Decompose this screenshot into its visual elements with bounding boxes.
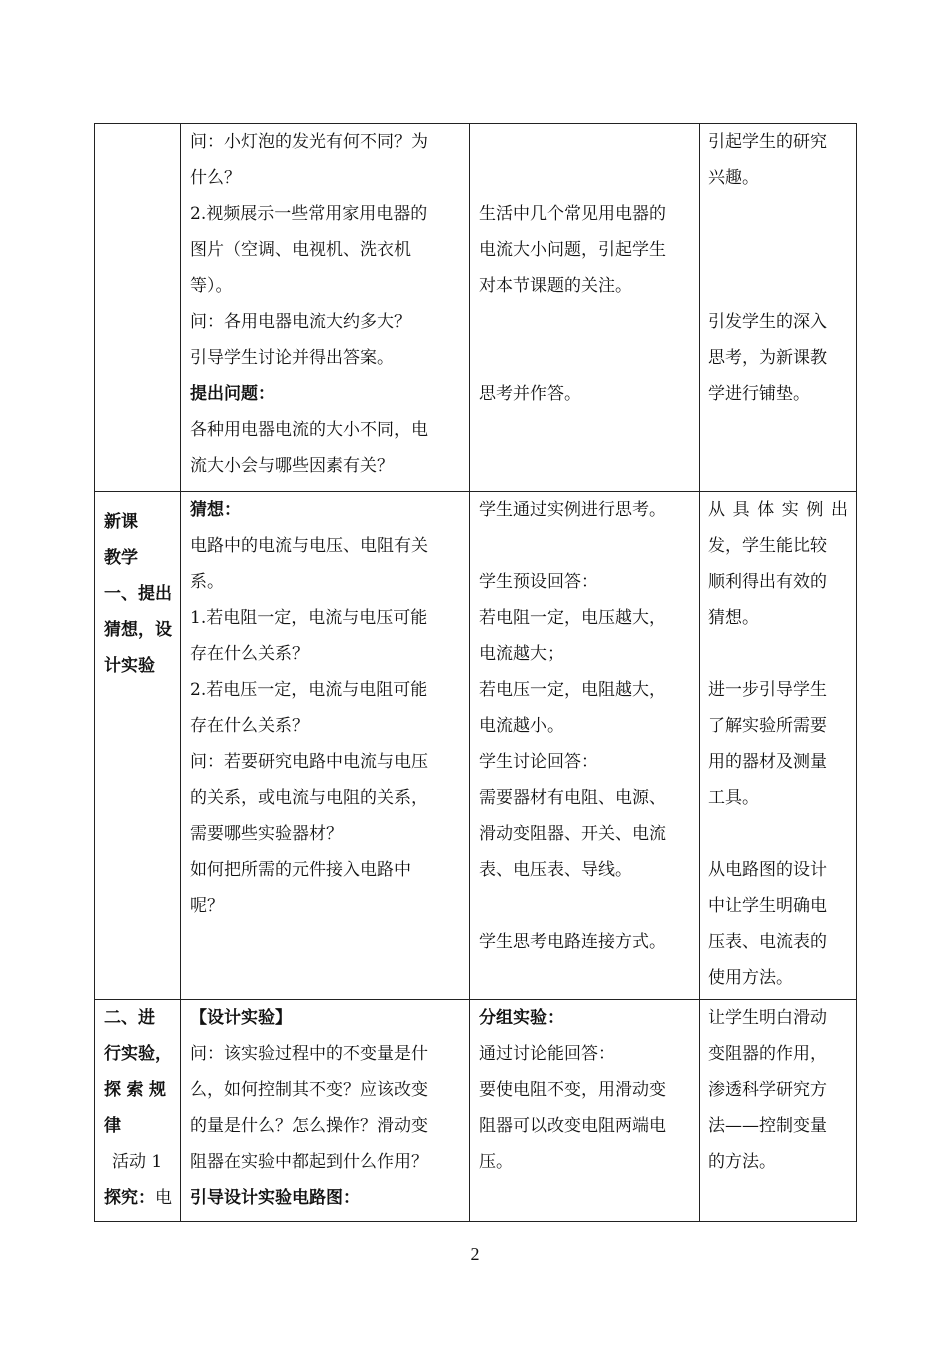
text-line: 要使电阻不变，用滑动变 [479, 1080, 666, 1100]
section-heading: 【设计实验】 [190, 1008, 292, 1028]
text-line: 法——控制变量 [708, 1116, 827, 1136]
text-line: 引发学生的深入 [708, 312, 827, 332]
text-line: 若电阻一定，电压越大， [479, 608, 666, 628]
text-line: 2.视频展示一些常用家用电器的 [190, 204, 428, 224]
text-line: 进一步引导学生 [708, 680, 827, 700]
text-line: 用的器材及测量 [708, 752, 827, 772]
stage-label-bold: 探究： [104, 1188, 155, 1208]
stage-label: 探索规 [104, 1080, 166, 1100]
student-activity-cell [470, 492, 700, 1000]
section-heading: 分组实验： [479, 1008, 564, 1028]
activity-label: 活动 1 [112, 1152, 163, 1172]
design-intent-cell [700, 492, 857, 1000]
stage-label: 二、进 [104, 1008, 155, 1028]
table-row [95, 492, 857, 1000]
design-intent-cell [700, 124, 857, 492]
text-line: 呢？ [190, 896, 224, 916]
text-line: 电流大小问题，引起学生 [479, 240, 666, 260]
text-line: 存在什么关系？ [190, 716, 309, 736]
text-line: 等）。 [190, 276, 233, 296]
text-line: 学生通过实例进行思考。 [479, 500, 666, 520]
section-heading: 猜想： [190, 500, 241, 520]
text-line: 思考，为新课教 [708, 348, 827, 368]
text-line: 学生思考电路连接方式。 [479, 932, 666, 952]
text-line: 渗透科学研究方 [708, 1080, 827, 1100]
page-number: 2 [470, 1244, 480, 1264]
text-line: 如何把所需的元件接入电路中 [190, 860, 411, 880]
text-line: 引导学生讨论并得出答案。 [190, 348, 394, 368]
text-line: 的量是什么？怎么操作？滑动变 [190, 1116, 428, 1136]
text-line: 引起学生的研究 [708, 132, 827, 152]
text-line: 若电压一定，电阻越大， [479, 680, 666, 700]
text-line: 压。 [479, 1152, 513, 1172]
text-line: 对本节课题的关注。 [479, 276, 632, 296]
text-line: 2.若电压一定，电流与电阻可能 [190, 680, 428, 700]
text-line: 学生讨论回答： [479, 752, 598, 772]
text-line: 问：若要研究电路中电流与电压 [190, 752, 428, 772]
text-line: 流大小会与哪些因素有关？ [190, 456, 394, 476]
stage-cell [95, 124, 181, 492]
teacher-activity-cell [181, 1000, 470, 1222]
table-row [95, 124, 857, 492]
stage-label: 行实验， [104, 1044, 172, 1064]
stage-label: 计实验 [104, 656, 155, 676]
text-line: 中让学生明确电 [708, 896, 827, 916]
stage-label-normal: 电 [155, 1188, 172, 1208]
stage-label: 一、提出 [104, 584, 172, 604]
text-line: 顺利得出有效的 [708, 572, 827, 592]
text-line: 学生预设回答： [479, 572, 598, 592]
text-line: 从具体实例出 [708, 500, 848, 520]
table-row [95, 1000, 857, 1222]
stage-label: 律 [104, 1116, 121, 1136]
text-line: 问：该实验过程中的不变量是什 [190, 1044, 428, 1064]
text-line: 发，学生能比较 [708, 536, 827, 556]
text-line: 表、电压表、导线。 [479, 860, 632, 880]
text-line: 压表、电流表的 [708, 932, 827, 952]
text-line: 猜想。 [708, 608, 759, 628]
text-line: 阻器在实验中都起到什么作用？ [190, 1152, 428, 1172]
lesson-plan-table [94, 123, 857, 1222]
student-activity-cell [470, 124, 700, 492]
text-line: 思考并作答。 [479, 384, 581, 404]
text-line: 生活中几个常见用电器的 [479, 204, 666, 224]
text-line: 么，如何控制其不变？应该改变 [190, 1080, 428, 1100]
text-line: 电流越大； [479, 644, 564, 664]
text-line: 问：各用电器电流大约多大？ [190, 312, 411, 332]
text-line: 什么？ [190, 168, 241, 188]
text-line: 使用方法。 [708, 968, 793, 988]
text-line: 从电路图的设计 [708, 860, 827, 880]
text-line: 问：小灯泡的发光有何不同？为 [190, 132, 428, 152]
text-line: 让学生明白滑动 [708, 1008, 827, 1028]
text-line: 阻器可以改变电阻两端电 [479, 1116, 666, 1136]
design-intent-cell [700, 1000, 857, 1222]
text-line: 兴趣。 [708, 168, 759, 188]
section-heading: 引导设计实验电路图： [190, 1188, 360, 1208]
text-line: 存在什么关系？ [190, 644, 309, 664]
stage-label [104, 1180, 174, 1216]
text-line: 变阻器的作用， [708, 1044, 827, 1064]
text-line: 需要器材有电阻、电源、 [479, 788, 666, 808]
text-line: 电路中的电流与电压、电阻有关 [190, 536, 428, 556]
stage-cell [95, 492, 181, 1000]
text-line: 的方法。 [708, 1152, 776, 1172]
text-line: 通过讨论能回答： [479, 1044, 615, 1064]
section-heading: 提出问题： [190, 384, 275, 404]
text-line: 需要哪些实验器材？ [190, 824, 343, 844]
text-line: 学进行铺垫。 [708, 384, 810, 404]
text-line: 图片（空调、电视机、洗衣机 [190, 240, 411, 260]
stage-label: 猜想，设 [104, 620, 172, 640]
teacher-activity-cell [181, 124, 470, 492]
text-line: 了解实验所需要 [708, 716, 827, 736]
text-line: 电流越小。 [479, 716, 564, 736]
text-line: 的关系，或电流与电阻的关系， [190, 788, 428, 808]
text-line: 各种用电器电流的大小不同，电 [190, 420, 428, 440]
text-line: 系。 [190, 572, 224, 592]
stage-label: 新课 [104, 512, 138, 532]
stage-cell [95, 1000, 181, 1222]
text-line: 滑动变阻器、开关、电流 [479, 824, 666, 844]
text-line: 工具。 [708, 788, 759, 808]
student-activity-cell [470, 1000, 700, 1222]
text-line: 1.若电阻一定，电流与电压可能 [190, 608, 428, 628]
teacher-activity-cell [181, 492, 470, 1000]
stage-label: 教学 [104, 548, 138, 568]
